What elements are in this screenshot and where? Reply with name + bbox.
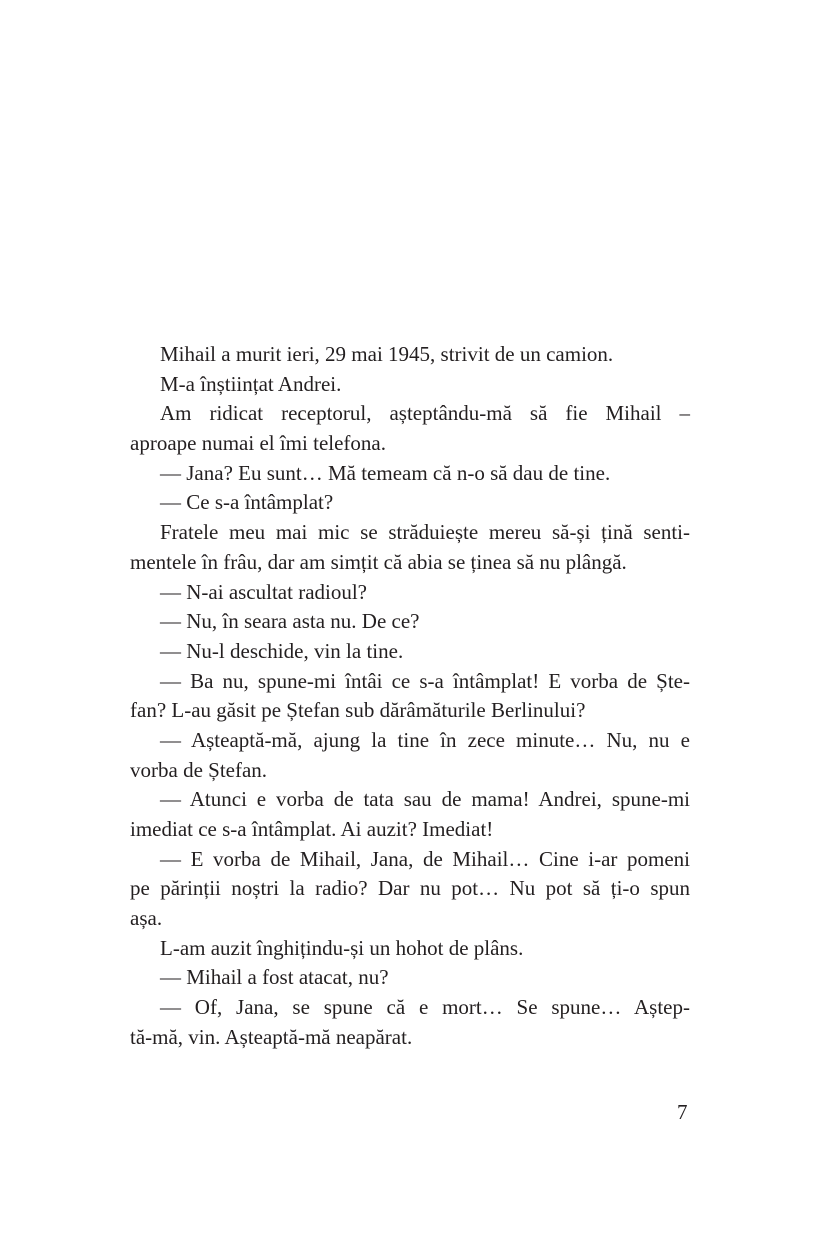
text-line: — Atunci e vorba de tata sau de mama! Andrei, spune-mi: [160, 787, 690, 812]
text-line: — Ba nu, spune-mi întâi ce s-a întâmplat! E vorba de Ște-: [160, 668, 690, 693]
text-line: așa.: [130, 906, 163, 931]
text-line: Mihail a murit ieri, 29 mai 1945, strivit de un camion.: [160, 342, 614, 366]
text-line: tă-mă, vin. Așteaptă-mă neapărat.: [130, 1024, 413, 1049]
text-line: vorba de Ștefan.: [130, 757, 268, 782]
text-line: — Nu, în seara asta nu. De ce?: [160, 609, 420, 634]
page-number: 7: [677, 1100, 688, 1124]
text-line: pe părinții noștri la radio? Dar nu pot… Nu pot să ți-o spun: [130, 876, 690, 901]
text-line: fan? L-au găsit pe Ștefan sub dărâmăturile Berlinului?: [130, 698, 586, 723]
body-text: [130, 340, 690, 1053]
text-line: — N-ai ascultat radioul?: [160, 579, 368, 604]
text-line: — Nu-l deschide, vin la tine.: [160, 638, 404, 663]
text-line: — E vorba de Mihail, Jana, de Mihail… Cine i-ar pomeni: [160, 846, 690, 871]
text-line: L-am auzit înghițindu-și un hohot de plâns.: [160, 935, 524, 960]
text-line: Am ridicat receptorul, așteptându-mă să fie Mihail –: [160, 401, 690, 426]
text-line: M-a înștiințat Andrei.: [160, 371, 342, 396]
text-line: — Jana? Eu sunt… Mă temeam că n-o să dau de tine.: [160, 460, 611, 485]
text-line: mentele în frâu, dar am simțit că abia se ținea să nu plângă.: [130, 549, 627, 574]
text-line: — Așteaptă-mă, ajung la tine în zece minute… Nu, nu e: [160, 727, 690, 752]
text-line: Fratele meu mai mic se străduiește mereu să-și țină senti-: [160, 520, 690, 545]
text-line: aproape numai el îmi telefona.: [130, 431, 386, 456]
text-line: imediat ce s-a întâmplat. Ai auzit? Imediat!: [130, 817, 494, 841]
text-line: — Ce s-a întâmplat?: [160, 490, 334, 515]
text-line: — Mihail a fost atacat, nu?: [160, 965, 389, 990]
text-line: — Of, Jana, se spune că e mort… Se spune… Aștep-: [160, 995, 690, 1020]
